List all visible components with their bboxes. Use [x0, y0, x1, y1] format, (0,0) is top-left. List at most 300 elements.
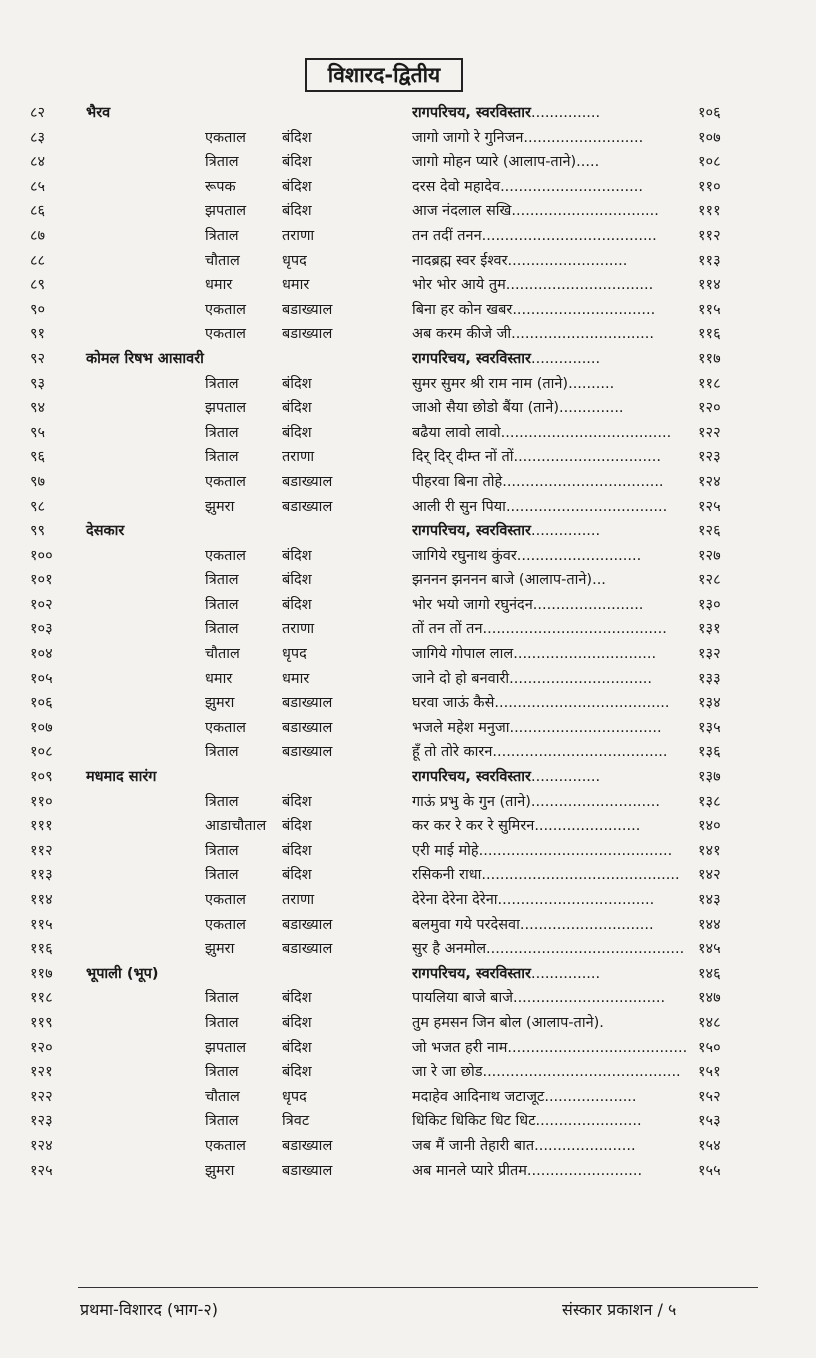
page-number: १३१: [698, 621, 721, 638]
composition-type: बडाख्याल: [282, 719, 333, 736]
composition-type: बंदिश: [282, 154, 312, 171]
taal-name: त्रिताल: [205, 842, 239, 859]
table-row: [0, 444, 816, 469]
row-number: १२५: [30, 1162, 53, 1179]
composition-type: तराणा: [282, 892, 315, 908]
table-row: [0, 1035, 816, 1060]
table-row: [0, 518, 816, 543]
title-text: हूँ तो तोरे कारन: [412, 744, 493, 761]
table-row: [0, 666, 816, 691]
leader-dots: ...............: [531, 105, 601, 121]
title-text: दरस देवो महादेव: [412, 178, 501, 195]
table-row: [0, 739, 816, 764]
composition-type: बंदिश: [282, 793, 312, 810]
leader-dots: ...........................: [516, 547, 642, 564]
taal-name: एकताल: [205, 129, 247, 146]
leader-dots: ............................: [530, 793, 660, 810]
raga-name: देसकार: [86, 523, 125, 540]
title-text: जाओ सैया छोडो बैंया (ताने): [412, 400, 560, 417]
composition-type: बडाख्याल: [282, 695, 333, 712]
table-row: [0, 371, 816, 396]
table-row: [0, 813, 816, 838]
raga-name: कोमल रिषभ आसावरी: [86, 350, 204, 367]
composition-title: [412, 987, 694, 1007]
row-number: ११२: [30, 842, 53, 859]
leader-dots: ........................: [532, 596, 644, 613]
taal-name: त्रिताल: [205, 1014, 239, 1031]
title-text: रागपरिचय, स्वरविस्तार: [412, 350, 531, 367]
composition-title: [412, 618, 694, 638]
composition-type: बंदिश: [282, 178, 312, 195]
title-text: जागो मोहन प्यारे (आलाप-ताने): [412, 154, 577, 171]
row-number: ८६: [30, 203, 46, 220]
leader-dots: .................................: [512, 990, 666, 1007]
composition-title: [412, 1037, 694, 1057]
title-text: बिना हर कोन खबर: [412, 301, 513, 318]
title-text: जागिये गोपाल लाल: [412, 646, 514, 663]
leader-dots: ..........................: [507, 252, 628, 269]
leader-dots: ....................: [544, 1088, 637, 1105]
page-number: १०८: [698, 154, 721, 171]
page-number: १४५: [698, 941, 721, 958]
page-number: ११५: [698, 301, 721, 318]
title-text: आली री सुन पिया: [412, 498, 506, 515]
page-number: १२६: [698, 523, 721, 540]
taal-name: एकताल: [205, 547, 247, 564]
composition-title: [412, 668, 694, 688]
page-number: १२२: [698, 424, 721, 441]
row-number: १०६: [30, 695, 53, 712]
page-number: १४१: [698, 842, 721, 859]
page-number: १४६: [698, 965, 721, 982]
taal-name: चौताल: [205, 1088, 240, 1105]
composition-title: [412, 102, 694, 122]
composition-title: [412, 815, 694, 835]
page-number: १२८: [698, 572, 721, 589]
composition-type: बडाख्याल: [282, 1162, 333, 1179]
table-row: [0, 592, 816, 617]
page-number: १२४: [698, 473, 721, 490]
composition-title: [412, 963, 694, 983]
composition-title: [412, 569, 694, 589]
page-number: ११२: [698, 227, 721, 244]
row-number: ९१: [30, 326, 46, 343]
taal-name: एकताल: [205, 916, 247, 933]
composition-title: [412, 250, 694, 270]
composition-type: बंदिश: [282, 818, 312, 835]
taal-name: एकताल: [205, 719, 247, 736]
taal-name: त्रिताल: [205, 596, 239, 613]
row-number: १२१: [30, 1064, 53, 1081]
taal-name: त्रिताल: [205, 375, 239, 392]
composition-title: [412, 200, 694, 220]
page-number: १३८: [698, 793, 721, 810]
taal-name: झुमरा: [205, 941, 235, 958]
page-number: ११३: [698, 252, 721, 269]
composition-title: [412, 127, 694, 147]
title-text: नादब्रह्म स्वर ईश्वर: [412, 252, 508, 269]
title-text: जा रे जा छोड: [412, 1064, 483, 1081]
composition-type: धृपद: [282, 646, 307, 663]
row-number: ९३: [30, 375, 46, 392]
composition-title: [412, 1160, 694, 1180]
leader-dots: ...............................: [500, 178, 643, 195]
composition-type: बडाख्याल: [282, 1137, 333, 1154]
title-text: जागिये रघुनाथ कुंवर: [412, 547, 517, 564]
composition-title: [412, 1061, 694, 1081]
row-number: ११७: [30, 965, 53, 982]
row-number: ११९: [30, 1014, 53, 1031]
page-number: १५४: [698, 1137, 721, 1154]
leader-dots: ...............................: [511, 326, 654, 343]
table-row: [0, 838, 816, 863]
table-row: [0, 961, 816, 986]
taal-name: धमार: [205, 277, 233, 294]
title-text: एरी माई मोहे: [412, 842, 479, 859]
composition-title: [412, 323, 694, 343]
leader-dots: .......................: [535, 1113, 642, 1130]
title-text: बलमुवा गये परदेसवा: [412, 916, 520, 933]
composition-title: [412, 151, 694, 171]
taal-name: त्रिताल: [205, 227, 239, 244]
composition-type: बडाख्याल: [282, 473, 333, 490]
leader-dots: ...........................................: [486, 941, 685, 958]
taal-name: त्रिताल: [205, 793, 239, 810]
composition-type: बंदिश: [282, 1064, 312, 1081]
composition-title: [412, 914, 694, 934]
table-row: [0, 100, 816, 125]
leader-dots: ...........................................: [482, 1064, 681, 1081]
leader-dots: ...............: [531, 350, 601, 367]
table-row: [0, 789, 816, 814]
row-number: ८७: [30, 227, 46, 244]
taal-name: त्रिताल: [205, 744, 239, 761]
row-number: ९९: [30, 523, 46, 540]
row-number: ९८: [30, 498, 46, 515]
taal-name: चौताल: [205, 252, 240, 269]
row-number: १२३: [30, 1113, 53, 1130]
leader-dots: ................................: [511, 203, 659, 220]
row-number: ८८: [30, 252, 46, 269]
table-row: [0, 1158, 816, 1183]
table-row: [0, 1010, 816, 1035]
leader-dots: ..................................: [497, 892, 655, 908]
row-number: ८२: [30, 105, 46, 121]
title-text: पायलिया बाजे बाजे: [412, 990, 513, 1007]
leader-dots: ...........................................: [481, 867, 680, 884]
taal-name: त्रिताल: [205, 449, 239, 466]
table-row: [0, 321, 816, 346]
taal-name: त्रिताल: [205, 424, 239, 441]
row-number: ११३: [30, 867, 53, 884]
page-number: १३३: [698, 670, 721, 687]
composition-type: बंदिश: [282, 424, 312, 441]
composition-type: बंदिश: [282, 547, 312, 564]
row-number: ८४: [30, 154, 46, 171]
leader-dots: ..........................................: [478, 842, 673, 859]
title-text: भोर भयो जागो रघुनंदन: [412, 596, 533, 613]
composition-type: तराणा: [282, 621, 315, 638]
page-number: ११०: [698, 178, 721, 195]
title-text: रागपरिचय, स्वरविस्तार: [412, 523, 531, 540]
title-text: अब मानले प्यारे प्रीतम: [412, 1162, 527, 1179]
taal-name: एकताल: [205, 892, 247, 908]
taal-name: त्रिताल: [205, 572, 239, 589]
row-number: १००: [30, 547, 53, 564]
page-number: १२७: [698, 547, 721, 564]
table-row: [0, 690, 816, 715]
leader-dots: .........................: [526, 1162, 643, 1179]
composition-title: [412, 594, 694, 614]
row-number: १११: [30, 818, 53, 835]
page-number: १२३: [698, 449, 721, 466]
taal-name: त्रिताल: [205, 1113, 239, 1130]
leader-dots: ......................................: [494, 695, 670, 712]
composition-type: बडाख्याल: [282, 744, 333, 761]
title-text: भोर भोर आये तुम: [412, 277, 506, 294]
composition-title: [412, 422, 694, 442]
table-row: [0, 1059, 816, 1084]
taal-name: त्रिताल: [205, 621, 239, 638]
leader-dots: .....................................: [500, 424, 672, 441]
table-row: [0, 346, 816, 371]
row-number: १२०: [30, 1039, 53, 1056]
taal-name: रूपक: [205, 178, 236, 195]
composition-type: बंदिश: [282, 1039, 312, 1056]
leader-dots: .............................: [519, 916, 654, 933]
page-number: १३७: [698, 769, 721, 786]
composition-title: [412, 766, 694, 786]
page-number: १५३: [698, 1113, 721, 1130]
table-row: [0, 1108, 816, 1133]
title-text: कर कर रे कर रे सुमिरन: [412, 818, 535, 835]
leader-dots: ...................................: [505, 498, 668, 515]
title-text: आज नंदलाल सखि: [412, 203, 512, 220]
leader-dots: ...............: [531, 769, 601, 786]
page-number: १०६: [698, 105, 721, 121]
composition-type: बंदिश: [282, 375, 312, 392]
row-number: १०५: [30, 670, 53, 687]
raga-name: मधमाद सारंग: [86, 769, 157, 786]
table-row: [0, 936, 816, 961]
taal-name: त्रिताल: [205, 867, 239, 884]
composition-title: [412, 741, 694, 761]
index-table: [0, 100, 816, 1182]
title-text: रागपरिचय, स्वरविस्तार: [412, 105, 531, 121]
row-number: १२२: [30, 1088, 53, 1105]
table-row: [0, 469, 816, 494]
row-number: १०१: [30, 572, 53, 589]
page-number: ११७: [698, 350, 721, 367]
leader-dots: ..............: [559, 400, 624, 417]
page-number: १४७: [698, 990, 721, 1007]
composition-title: [412, 225, 694, 245]
page-number: १३६: [698, 744, 721, 761]
title-text: जो भजत हरी नाम: [412, 1039, 508, 1056]
table-row: [0, 641, 816, 666]
table-row: [0, 1084, 816, 1109]
row-number: १०२: [30, 596, 53, 613]
composition-title: [412, 1012, 694, 1032]
composition-type: बंदिश: [282, 203, 312, 220]
table-row: [0, 715, 816, 740]
table-row: [0, 297, 816, 322]
title-text: जागो जागो रे गुनिजन: [412, 129, 524, 146]
row-number: ९७: [30, 473, 46, 490]
raga-name: भूपाली (भूप): [86, 965, 159, 982]
table-row: [0, 125, 816, 150]
page-number: १४४: [698, 916, 721, 933]
title-text: बढैया लावो लावो: [412, 424, 501, 441]
title-text: रागपरिचय, स्वरविस्तार: [412, 965, 531, 982]
row-number: ८९: [30, 277, 46, 294]
row-number: ११०: [30, 793, 53, 810]
page-number: ११४: [698, 277, 721, 294]
raga-name: भैरव: [86, 105, 111, 121]
row-number: ११५: [30, 916, 53, 933]
footer-book-title: प्रथमा-विशारद (भाग-२): [80, 1300, 218, 1319]
composition-title: [412, 791, 694, 811]
composition-title: [412, 692, 694, 712]
composition-type: बडाख्याल: [282, 301, 333, 318]
composition-type: तराणा: [282, 227, 315, 244]
leader-dots: .......................................: [507, 1039, 688, 1056]
composition-title: [412, 299, 694, 319]
table-row: [0, 149, 816, 174]
table-row: [0, 420, 816, 445]
table-row: [0, 912, 816, 937]
composition-title: [412, 1135, 694, 1155]
page-number: १४२: [698, 867, 721, 884]
title-text: मदाहेव आदिनाथ जटाजूट: [412, 1088, 545, 1105]
composition-type: बंदिश: [282, 1014, 312, 1031]
footer-rule: [78, 1287, 758, 1288]
page-number: १५१: [698, 1064, 721, 1081]
taal-name: एकताल: [205, 301, 247, 318]
table-row: [0, 985, 816, 1010]
row-number: १०४: [30, 646, 53, 663]
title-text: भजले महेश मनुजा: [412, 719, 510, 736]
taal-name: झुमरा: [205, 1162, 235, 1179]
page-number: १४३: [698, 892, 721, 908]
composition-type: बंदिश: [282, 990, 312, 1007]
row-number: ११४: [30, 892, 53, 908]
leader-dots: ................................: [505, 277, 654, 294]
leader-dots: ...............: [531, 965, 601, 982]
composition-title: [412, 176, 694, 196]
leader-dots: ................................: [513, 449, 661, 466]
leader-dots: ......................................: [481, 227, 657, 244]
title-text: घरवा जाऊं कैसे: [412, 695, 495, 712]
taal-name: त्रिताल: [205, 154, 239, 171]
table-row: [0, 543, 816, 568]
composition-type: बडाख्याल: [282, 941, 333, 958]
row-number: ८५: [30, 178, 46, 195]
leader-dots: ......................................: [492, 744, 668, 761]
title-text: पीहरवा बिना तोहे: [412, 473, 503, 490]
title-text: सुर है अनमोल: [412, 941, 487, 958]
table-row: [0, 1133, 816, 1158]
taal-name: त्रिताल: [205, 1064, 239, 1081]
taal-name: एकताल: [205, 1137, 247, 1154]
row-number: ९५: [30, 424, 46, 441]
composition-type: धमार: [282, 670, 310, 687]
row-number: १२४: [30, 1137, 53, 1154]
taal-name: झुमरा: [205, 695, 235, 712]
taal-name: एकताल: [205, 473, 247, 490]
footer-publisher-page: संस्कार प्रकाशन / ५: [562, 1300, 677, 1319]
row-number: ९६: [30, 449, 46, 466]
taal-name: झपताल: [205, 203, 247, 220]
composition-title: [412, 864, 694, 884]
composition-title: [412, 471, 694, 491]
composition-type: बडाख्याल: [282, 498, 333, 515]
title-text: दिर् दिर् दीम्त नों तों: [412, 449, 514, 466]
table-row: [0, 567, 816, 592]
row-number: ११८: [30, 990, 53, 1007]
table-row: [0, 494, 816, 519]
composition-title: [412, 938, 694, 958]
leader-dots: .................................: [509, 719, 662, 736]
composition-type: बडाख्याल: [282, 916, 333, 933]
page-number: १५०: [698, 1039, 721, 1056]
taal-name: एकताल: [205, 326, 247, 343]
page-number: १२०: [698, 400, 721, 417]
title-text: तन तदीं तनन: [412, 227, 482, 244]
composition-title: [412, 889, 694, 909]
composition-type: बंदिश: [282, 129, 312, 146]
page-number: १३०: [698, 596, 721, 613]
leader-dots: .: [599, 1014, 604, 1031]
table-row: [0, 248, 816, 273]
row-number: १०७: [30, 719, 53, 736]
composition-type: धमार: [282, 277, 310, 294]
composition-title: [412, 520, 694, 540]
leader-dots: .......................: [534, 818, 641, 835]
title-text: झननन झननन बाजे (आलाप-ताने): [412, 572, 593, 589]
composition-type: बंदिश: [282, 400, 312, 417]
page-number: १०७: [698, 129, 721, 146]
table-row: [0, 198, 816, 223]
taal-name: झपताल: [205, 1039, 247, 1056]
title-text: तों तन तों तन: [412, 621, 483, 638]
table-row: [0, 395, 816, 420]
composition-type: धृपद: [282, 1088, 307, 1105]
composition-title: [412, 373, 694, 393]
taal-name: चौताल: [205, 646, 240, 663]
composition-title: [412, 397, 694, 417]
page-number: १४०: [698, 818, 721, 835]
leader-dots: ...............: [531, 523, 601, 540]
row-number: ११६: [30, 941, 53, 958]
title-text: सुमर सुमर श्री राम नाम (ताने): [412, 375, 569, 392]
composition-title: [412, 496, 694, 516]
page-number: १३४: [698, 695, 721, 712]
page-number: १३२: [698, 646, 721, 663]
leader-dots: ..........: [568, 375, 615, 392]
title-text: जब मैं जानी तेहारी बात: [412, 1137, 535, 1154]
title-text: देरेना देरेना देरेना: [412, 892, 498, 908]
page-number: १११: [698, 203, 721, 220]
composition-type: बंदिश: [282, 596, 312, 613]
composition-title: [412, 840, 694, 860]
row-number: ९०: [30, 301, 46, 318]
table-row: [0, 764, 816, 789]
composition-type: बंदिश: [282, 867, 312, 884]
leader-dots: ..........................: [523, 129, 644, 146]
page-title: विशारद-द्वितीय: [305, 58, 463, 92]
title-text: धिकिट धिकिट धिट धिट: [412, 1113, 536, 1130]
